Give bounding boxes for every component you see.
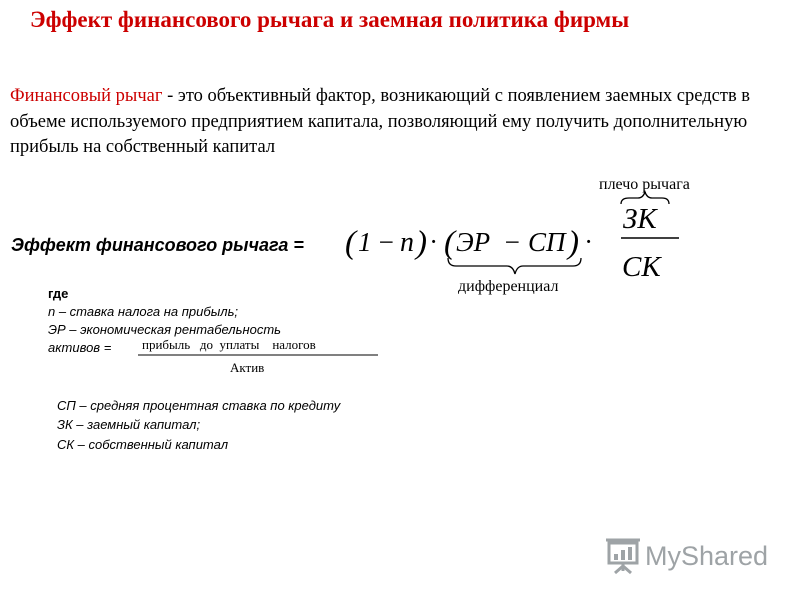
formula-n: n: [400, 227, 414, 258]
formula-close-paren: ): [416, 225, 427, 261]
formula-sk: СК: [622, 251, 661, 283]
legend-sp: СП – средняя процентная ставка по кредиту: [57, 398, 341, 413]
page-title: Эффект финансового рычага и заемная политика фирмы: [30, 7, 630, 32]
fraction-numerator: прибыль до уплаты налогов: [142, 337, 316, 352]
definition-text: - это объективный фактор, возникающий с появлением заемных средств в объеме используемого предприятием капитала, позволяющий ему получить дополнительную прибыль на собственный капитал: [10, 86, 751, 157]
leverage-formula: [345, 170, 725, 300]
logo-text: MyShared: [645, 541, 769, 571]
effect-label: Эффект финансового рычага =: [11, 235, 304, 255]
legend-assets-prefix: активов =: [48, 340, 112, 355]
differential-label: дифференциал: [458, 278, 559, 295]
assets-fraction: [138, 336, 383, 378]
board-bars: [614, 547, 632, 560]
formula-open-paren: (: [345, 225, 356, 261]
legend-sk: СК – собственный капитал: [57, 437, 229, 452]
formula-dot-2: ·: [585, 227, 592, 256]
legend-where: где: [48, 286, 69, 301]
formula-sp: СП: [528, 227, 566, 257]
formula-open-paren-2: (: [444, 225, 455, 261]
formula-minus: −: [377, 227, 396, 257]
legend-n: n – ставка налога на прибыль;: [48, 304, 239, 319]
formula-close-paren-2: ): [568, 225, 579, 261]
formula-one: 1: [358, 227, 372, 257]
leverage-label: плечо рычага: [599, 176, 690, 193]
formula-dot-1: ·: [430, 227, 437, 256]
legend-er: ЭР – экономическая рентабельность: [48, 322, 282, 337]
formula-minus-2: −: [503, 227, 522, 257]
legend-zk: ЗК – заемный капитал;: [57, 417, 201, 432]
formula-er: ЭР: [456, 227, 491, 257]
fraction-denominator: Актив: [230, 360, 265, 375]
definition-term: Финансовый рычаг: [10, 86, 163, 106]
differential-brace: [448, 258, 581, 274]
definition-paragraph: [10, 84, 790, 161]
formula-zk: ЗК: [623, 203, 657, 235]
myshared-logo: [603, 537, 793, 577]
